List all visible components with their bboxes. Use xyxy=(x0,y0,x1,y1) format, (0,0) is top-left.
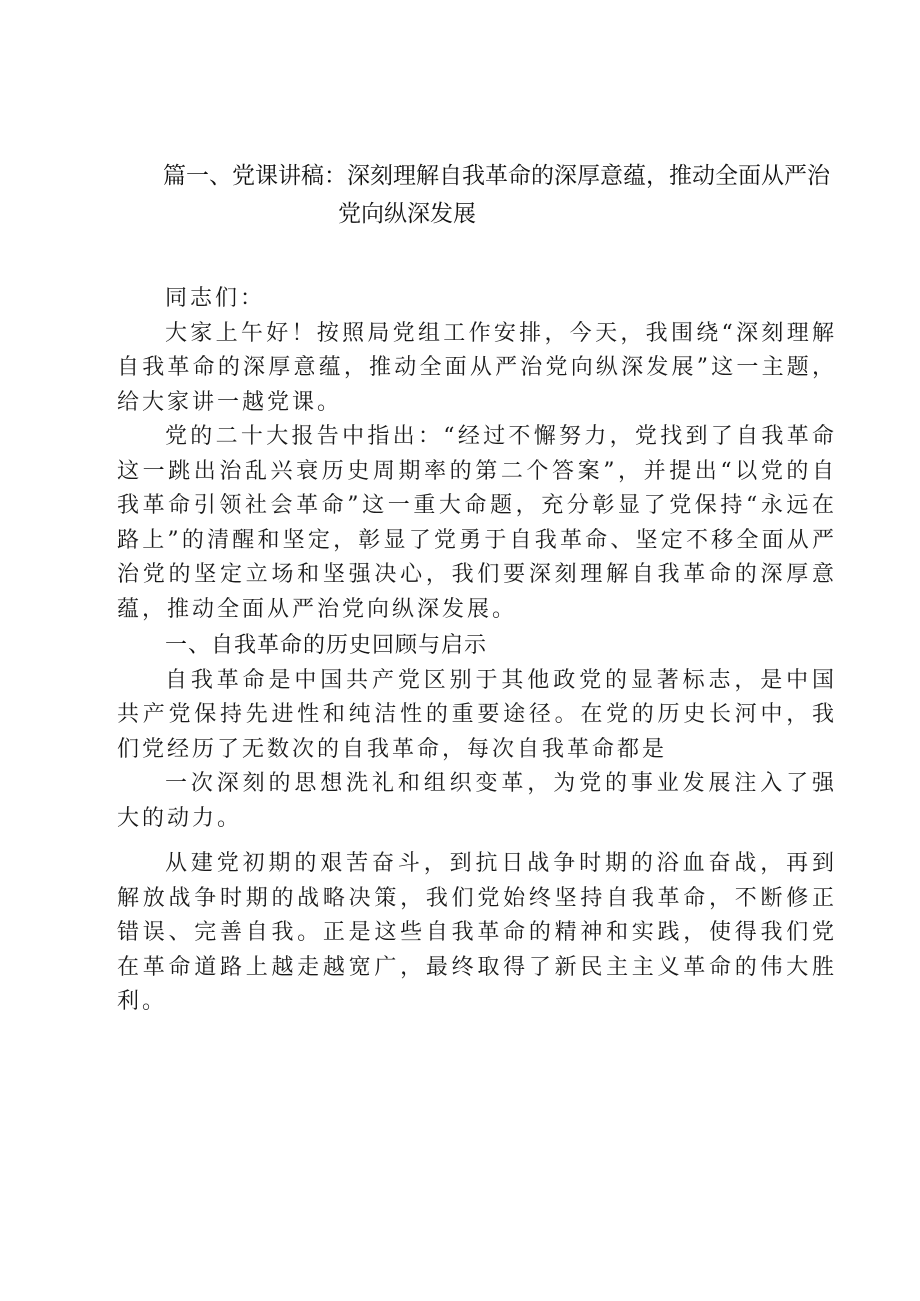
section-paragraph: 一次深刻的思想洗礼和组织变革，为党的事业发展注入了强大的动力。 xyxy=(117,771,837,831)
paragraph-report: 党的二十大报告中指出：“经过不懈努力，党找到了自我革命这一跳出治乱兴衰历史周期率的第二个答案”，并提出“以党的自我革命引领社会革命”这一重大命题，充分彰显了党保持“永远在路上”的清醒和坚定，彰显了党勇于自我革命、坚定不移全面从严治党的坚定立场和坚强决心，我们要深刻理解自我革命的深厚意蕴，推动全面从严治党向纵深发展。 xyxy=(117,424,837,622)
paragraph-intro: 大家上午好！按照局党组工作安排，今天，我围绕“深刻理解自我革命的深厚意蕴，推动全面从严治党向纵深发展”这一主题，给大家讲一越党课。 xyxy=(117,320,837,415)
section-heading: 一、自我革命的历史回顾与启示 xyxy=(165,633,488,658)
title-line-2: 党向纵深发展 xyxy=(338,201,476,227)
title-line-1: 篇一、党课讲稿：深刻理解自我革命的深厚意蕴，推动全面从严治 xyxy=(163,163,830,189)
document-body xyxy=(117,282,837,1020)
section-paragraph: 从建党初期的艰苦奋斗，到抗日战争时期的浴血奋战，再到解放战争时期的战略决策，我们党始终坚持自我革命，不断修正错误、完善自我。正是这些自我革命的精神和实践，使得我们党在革命道路上越走越宽广，最终取得了新民主主义革命的伟大胜利。 xyxy=(117,851,837,1014)
document-title xyxy=(163,157,843,233)
salutation: 同志们： xyxy=(165,286,266,311)
section-paragraph: 自我革命是中国共产党区别于其他政党的显著标志，是中国共产党保持先进性和纯洁性的重要途径。在党的历史长河中，我们党经历了无数次的自我革命，每次自我革命都是 xyxy=(117,667,837,762)
